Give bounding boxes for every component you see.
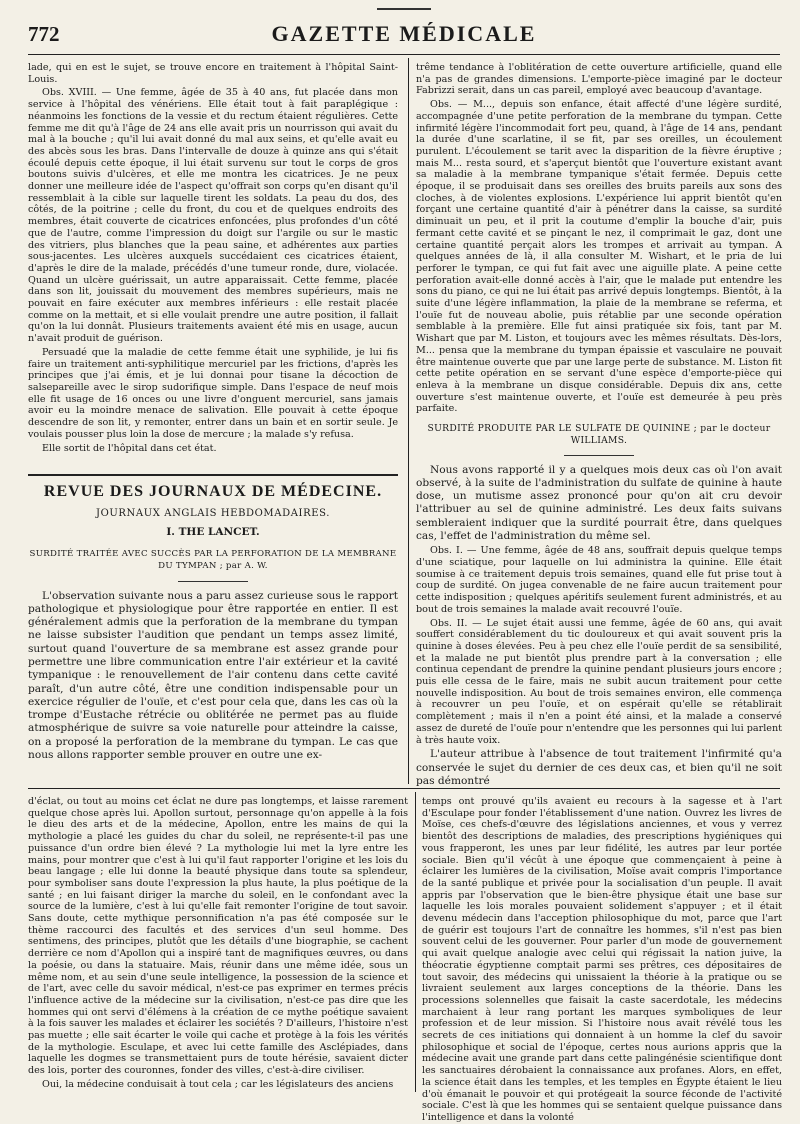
- upper-left-column: [28, 62, 398, 462]
- section-rule: [28, 474, 398, 476]
- paragraph: L'auteur attribue à l'absence de tout traitement l'infirmité qu'a conservée le sujet du dernier de ces deux cas, et bien qu'il ne soit pas démontré: [416, 748, 782, 787]
- journal-title: GAZETTE MÉDICALE: [271, 21, 537, 46]
- paragraph: Obs. II. — Le sujet était aussi une femme, âgée de 60 ans, qui avait souffert considérablement du tic douloureux et qui avait souvent pris la quinine à doses élevées. Peu à peu chez elle l'ouïe perdit de sa sensibilité, et la malade ne put bientôt plus prendre part à la conversation ; elle continua cependant de prendre la quinine pendant plusieurs jours encore ; puis elle cessa de le faire, mais ne subit aucun traitement pour cette nouvelle indisposition. Au bout de trois semaines environ, elle commença à recouvrer un peu l'ouïe, et on espérait qu'elle se rétablirait complètement ; mais il n'en a point été ainsi, et la malade a conservé assez de dureté de l'ouïe pour n'entendre que les personnes qui lui parlent à très haute voix.: [416, 617, 782, 746]
- page-number: 772: [28, 22, 60, 46]
- paragraph: Obs. XVIII. — Une femme, âgée de 35 à 40 ans, fut placée dans mon service à l'hôpital des vénériens. Elle était tout à fait paraplégique : néanmoins les fonctions de la vessie et du rectum étaient régulières. Cette femme me dit qu'à l'âge de 24 ans elle avait pris un nourrisson qui avait du mal à la bouche ; qu'il lui avait donné du mal aux seins, et qu'elle avait eu des abcès sous les bras. Dans l'intervalle de douze à quinze ans qui s'était écoulé depuis cette époque, il lui était survenu sur tout le corps de gros boutons suivis d'ulcères, et elle me montra les cicatrices. Je ne peux donner une meilleure idée de l'aspect qu'offrait son corps qu'en disant qu'il ressemblait à la cible sur laquelle tirent les soldats. La peau du dos, des côtés, de la poitrine ; celle du front, du cou et de quelques endroits des membres, était couverte de cicatrices enfoncées, plus profondes d'un côté que de l'autre, comme l'impression du doigt sur l'argile ou sur le mastic des vitriers, plus blanches que la peau saine, et adhérentes aux parties sous-jacentes. Les ulcères auxquels succédaient ces cicatrices étaient, d'après le dire de la malade, précédés d'une tumeur ronde, dure, violacée. Quand un ulcère guérissait, un autre apparaissait. Cette femme, placée dans son lit, jouissait du mouvement des membres supérieurs, mais ne pouvait en faire exécuter aux membres inférieurs : elle restait placée comme on la mettait, et si elle voulait prendre une autre position, il fallait qu'on la lui donnât. Plusieurs traitements avaient été mis en usage, aucun n'avait produit de guérison.: [28, 87, 398, 345]
- short-rule: [178, 581, 248, 582]
- review-section: [28, 474, 398, 782]
- paragraph: L'observation suivante nous a paru assez curieuse sous le rapport pathologique et physiologique pour être rapportée en entier. Il est généralement admis que la perforation de la membrane du tympan ne laisse subsister l'audition que pendant un temps assez limité, surtout quand l'ouverture de sa membrane est assez grande pour permettre une libre communication entre l'air extérieur et la cavité tympanique : le renouvellement de l'air contenu dans cette cavité paraît, d'un autre côté, être une condition indispensable pour un exercice régulier de l'ouïe, et c'est pour cela que, dans les cas où la trompe d'Eustache rétrécie ou oblitérée ne permet pas au fluide atmosphérique de suivre sa voie naturelle pour atteindre la caisse, on a proposé la perforation de la membrane du tympan. Le cas que nous allons rapporter semble prouver en outre une ex-: [28, 589, 398, 762]
- short-rule: [564, 455, 634, 456]
- column-divider-lower: [415, 792, 416, 1092]
- paragraph: lade, qui en est le sujet, se trouve encore en traitement à l'hôpital Saint-Louis.: [28, 62, 398, 85]
- case-title: SURDITÉ TRAITÉE AVEC SUCCÈS PAR LA PERFORATION DE LA MEMBRANE DU TYMPAN ; par A. W.: [29, 549, 397, 571]
- header-ornament: [377, 8, 431, 20]
- paragraph: Obs. — M..., depuis son enfance, était affecté d'une légère surdité, accompagnée d'une petite perforation de la membrane du tympan. Cette infirmité légère l'incommodait fort peu, quand, à l'âge de 14 ans, pendant la durée d'une scarlatine, il se fit, par ses oreilles, un écoulement purulent. L'écoulement se tarit avec la disparition de la fièvre éruptive ; mais M... resta sourd, et s'aperçut bientôt que l'ouverture existant avant sa maladie à la membrane tympanique s'était fermée. Depuis cette époque, il se produisait dans ses oreilles des bruits pareils aux sons des cloches, à de violentes explosions. L'expérience lui apprit bientôt qu'en forçant une certaine quantité d'air à pénétrer dans la caisse, sa surdité diminuait un peu, et il prit la coutume d'emplir la bouche d'air, puis fermant cette cavité et se pinçant le nez, il comprimait le gaz, dont une certaine quantité perçait alors les trompes et arrivait au tympan. A quelques années de là, il alla consulter M. Wishart, et le pria de lui perforer le tympan, ce qui fut fait avec une aiguille plate. A peine cette perforation avait-elle donné accès à l'air, que le malade put entendre les sons du piano, ce qui ne lui était pas arrivé depuis longtemps. Bientôt, à la suite d'une légère inflammation, la plaie de la membrane se referma, et l'ouïe fut de nouveau abolie, puis rétablie par une seconde opération semblable à la première. Elle fut ainsi pratiquée six fois, tant par M. Wishart que par M. Liston, et toujours avec les mêmes résultats. Dès-lors, M... pensa que la membrane du tympan épaissie et vasculaire ne pouvait être maintenue ouverte que par une large perte de substance. M. Liston fit cette petite opération en se servant d'une espèce d'emporte-pièce qui enleva à la membrane un disque considérable. Depuis dix ans, cette ouverture s'est maintenue ouverte, et l'ouïe est demeurée à peu près parfaite.: [416, 99, 782, 415]
- quinine-article-title: SURDITÉ PRODUITE PAR LE SULFATE DE QUININE ; par le docteur WILLIAMS.: [427, 423, 771, 446]
- column-divider-upper: [408, 58, 409, 784]
- paragraph: Obs. I. — Une femme, âgée de 48 ans, souffrait depuis quelque temps d'une sciatique, pour laquelle on lui administra la quinine. Elle était soumise à ce traitement depuis trois semaines, quand elle fut prise tout à coup de surdité. On jugea convenable de ne faire aucun traitement pour cette indisposition ; quelques apéritifs seulement furent administrés, et au bout de trois semaines la malade avait recouvré l'ouïe.: [416, 545, 782, 615]
- header-rule: [28, 54, 780, 55]
- running-head: [28, 18, 780, 48]
- paragraph: Oui, la médecine conduisait à tout cela ; car les législateurs des anciens: [42, 1078, 394, 1090]
- section-heading-lancet: I. THE LANCET.: [166, 526, 260, 539]
- paragraph: trême tendance à l'oblitération de cette ouverture artificielle, quand elle n'a pas de grandes dimensions. L'emporte-pièce imaginé par le docteur Fabrizzi serait, dans un cas pareil, employé avec beaucoup d'avantage.: [416, 62, 782, 97]
- lower-left-column: [28, 796, 408, 1098]
- paragraph: Elle sortit de l'hôpital dans cet état.: [42, 442, 217, 454]
- review-title: REVUE DES JOURNAUX DE MÉDECINE.: [43, 483, 383, 500]
- paragraph: Persuadé que la maladie de cette femme était une syphilide, je lui fis faire un traitement anti-syphilitique mercuriel par les frictions, d'après les principes que j'ai émis, et je lui donnai pour tisane la décoction de salsepareille avec le sirop sudorifique simple. Dans l'espace de neuf mois elle fit usage de 16 onces ou une livre d'onguent mercuriel, sans jamais avoir eu la moindre menace de salivation. Elle pouvait à cette époque descendre de son lit, y remonter, entrer dans un bain et en sortir seule. Je voulais pousser plus loin la dose de mercure ; la malade s'y refusa.: [28, 346, 398, 440]
- paragraph: temps ont prouvé qu'ils avaient eu recours à la sagesse et à l'art d'Esculape pour fonder l'établissement d'une nation. Ouvrez les livres de Moïse, ces chefs-d'œuvre des législations anciennes, et vous y verrez bientôt des descriptions de maladies, des prescriptions hygiéniques qui vous frapperont, les unes par leur fidélité, les autres par leur portée sociale. Bien qu'il vécût à une époque que commençaient à peine à éclairer les lumières de la civilisation, Moïse avait compris l'importance de la santé publique et privée pour la socialisation d'un peuple. Il avait appris par l'observation que le bien-être physique était une base sur laquelle les lois morales pouvaient solidement s'appuyer ; et il était devenu médecin dans l'acception philosophique du mot, parce que l'art de guérir est toujours l'art de connaître les hommes, s'il n'est pas bien souvent celui de les gouverner. Pour parler d'un mode de gouvernement qui avait quelque analogie avec celui qui régissait la nation juive, la théocratie égyptienne comptait parmi ses prêtres, ces dépositaires de tout savoir, des médecins qui unissaient la théorie à la pratique ou se livraient seulement aux larges conceptions de la théorie. Dans les processions solennelles que faisait la caste sacerdotale, les médecins marchaient à leur rang portant les marques symboliques de leur profession et de leur mission. Si l'histoire nous avait révélé tous les secrets de ces initiations qui donnaient à un homme la clef du savoir philosophique et social de l'époque, certes nous aurions appris que la médecine avait une grande part dans cette palingénésie scientifique dont les sanctuaires dérobaient la connaissance aux profanes. Alors, en effet, la science était dans les temples, et les temples en Égypte étaient le lieu d'où émanait le pouvoir et qui protégeait la source féconde de l'activité sociale. C'est là que les hommes qui se sentaient quelque puissance dans l'intelligence et dans la volonté: [422, 796, 782, 1123]
- middle-rule: [28, 788, 780, 789]
- paragraph: Nous avons rapporté il y a quelques mois deux cas où l'on avait observé, à la suite de l'administration du sulfate de quinine à haute dose, un mutisme assez prononcé pour qu'on ait cru devoir l'attribuer au sel de quinine administré. Les deux faits suivans sembleraient indiquer que la surdité pourrait être, dans quelques cas, l'effet de l'administration du même sel.: [416, 463, 782, 542]
- paragraph: d'éclat, ou tout au moins cet éclat ne dure pas longtemps, et laisse rarement quelque chose après lui. Apollon surtout, personnage qu'on appelle à la fois le dieu des arts et de la médecine, Apollon, entre les mains de qui la mythologie a placé les guides du char du soleil, ne représente-t-il pas une puissance d'un ordre bien élevé ? La mythologie lui met la lyre entre les mains, pour montrer que c'est à lui qu'il faut rapporter l'origine et les lois du beau langage ; elle lui donne la beauté physique dans toute sa splendeur, pour symboliser sans doute l'expression la plus haute, la plus poétique de la santé ; en lui faisant diriger la marche du soleil, en le confondant avec la source de la lumière, c'est à lui qu'elle fait remonter l'origine de tout savoir. Sans doute, cette mythique personnification n'a pas été composée sur le thème raccourci des facultés et des services d'un seul homme. Des sentimens, des principes, plutôt que les détails d'une biographie, se cachent derrière ce nom d'Apollon qui a inspiré tant de magnifiques œuvres, ou dans la poésie, ou dans la statuaire. Mais, réunir dans une même idée, sous un même nom, et au sein d'une seule intelligence, la possession de la science et de l'art, avec celle du savoir médical, n'est-ce pas exprimer en termes précis l'influence active de la médecine sur la civilisation, n'est-ce pas dire que les hommes qui ont servi d'élémens à la création de ce mythe poétique savaient à la fois sauver les malades et éclairer les sociétés ? D'ailleurs, l'histoire n'est pas muette ; elle sait écarter le voile qui cache et protège à la fois les vérités de la mythologie. Esculape, et avec lui cette famille des Asclépiades, dans laquelle les dogmes se transmettaient purs de toute hérésie, savaient dicter des lois, porter des couronnes, fonder des villes, c'est-à-dire civiliser.: [28, 796, 408, 1077]
- lower-right-column: [422, 796, 782, 1123]
- review-subtitle: JOURNAUX ANGLAIS HEBDOMADAIRES.: [95, 507, 330, 519]
- upper-right-column: [416, 62, 782, 787]
